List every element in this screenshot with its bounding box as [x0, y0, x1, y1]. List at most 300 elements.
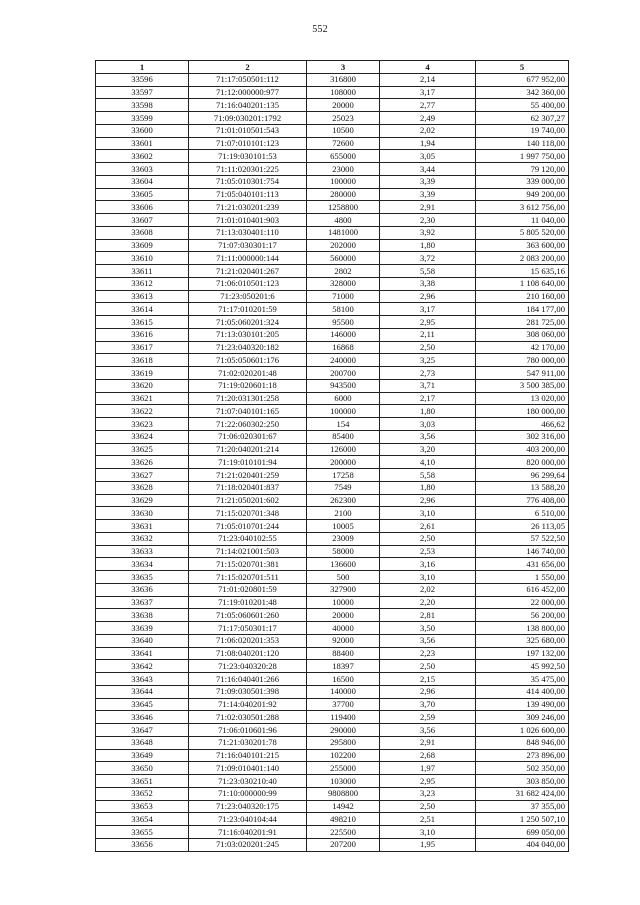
row-number-cell: 33603 — [96, 163, 189, 176]
area-cell: 58100 — [307, 303, 380, 316]
value-cell: 2 083 200,00 — [476, 252, 569, 265]
value-cell: 31 682 424,00 — [476, 787, 569, 800]
area-cell: 7549 — [307, 481, 380, 494]
row-number-cell: 33604 — [96, 175, 189, 188]
row-number-cell: 33655 — [96, 826, 189, 839]
rate-cell: 2,91 — [380, 736, 476, 749]
rate-cell: 2,02 — [380, 583, 476, 596]
rate-cell: 2,50 — [380, 341, 476, 354]
row-number-cell: 33632 — [96, 532, 189, 545]
row-number-cell: 33613 — [96, 290, 189, 303]
cadastral-number-cell: 71:23:040104:44 — [189, 813, 307, 826]
table-row — [96, 137, 569, 150]
cadastral-number-cell: 71:16:040201:91 — [189, 826, 307, 839]
cadastral-number-cell: 71:05:050601:176 — [189, 354, 307, 367]
row-number-cell: 33640 — [96, 634, 189, 647]
table-body — [96, 73, 569, 851]
table-row — [96, 545, 569, 558]
value-cell: 3 500 385,00 — [476, 379, 569, 392]
value-cell: 42 170,00 — [476, 341, 569, 354]
value-cell: 949 200,00 — [476, 188, 569, 201]
value-cell: 37 355,00 — [476, 800, 569, 813]
cadastral-number-cell: 71:02:020201:48 — [189, 367, 307, 380]
table-row — [96, 175, 569, 188]
row-number-cell: 33612 — [96, 277, 189, 290]
area-cell: 14942 — [307, 800, 380, 813]
cadastral-number-cell: 71:13:030401:110 — [189, 226, 307, 239]
area-cell: 200700 — [307, 367, 380, 380]
area-cell: 1481000 — [307, 226, 380, 239]
value-cell: 466,62 — [476, 418, 569, 431]
area-cell: 58000 — [307, 545, 380, 558]
rate-cell: 4,10 — [380, 456, 476, 469]
rate-cell: 2,15 — [380, 673, 476, 686]
rate-cell: 2,23 — [380, 647, 476, 660]
table-row — [96, 239, 569, 252]
cadastral-number-cell: 71:21:050201:602 — [189, 494, 307, 507]
table-row — [96, 316, 569, 329]
row-number-cell: 33597 — [96, 86, 189, 99]
cadastral-number-cell: 71:19:010101:94 — [189, 456, 307, 469]
value-cell: 146 740,00 — [476, 545, 569, 558]
cadastral-number-cell: 71:07:010101:123 — [189, 137, 307, 150]
rate-cell: 2,14 — [380, 73, 476, 86]
table-row — [96, 736, 569, 749]
cadastral-number-cell: 71:16:040101:215 — [189, 749, 307, 762]
rate-cell: 1,97 — [380, 762, 476, 775]
table-row — [96, 685, 569, 698]
table-row — [96, 456, 569, 469]
cadastral-number-cell: 71:06:020201:353 — [189, 634, 307, 647]
area-cell: 23009 — [307, 532, 380, 545]
value-cell: 13 588,20 — [476, 481, 569, 494]
table-row — [96, 150, 569, 163]
rate-cell: 2,95 — [380, 316, 476, 329]
cadastral-number-cell: 71:10:000000:99 — [189, 787, 307, 800]
row-number-cell: 33617 — [96, 341, 189, 354]
row-number-cell: 33628 — [96, 481, 189, 494]
row-number-cell: 33605 — [96, 188, 189, 201]
value-cell: 1 997 750,00 — [476, 150, 569, 163]
cadastral-number-cell: 71:21:020401:267 — [189, 265, 307, 278]
cadastral-number-cell: 71:17:010201:59 — [189, 303, 307, 316]
rate-cell: 2,11 — [380, 328, 476, 341]
table-row — [96, 354, 569, 367]
rate-cell: 3,16 — [380, 558, 476, 571]
value-cell: 13 020,00 — [476, 392, 569, 405]
rate-cell: 2,30 — [380, 214, 476, 227]
rate-cell: 5,58 — [380, 469, 476, 482]
value-cell: 139 490,00 — [476, 698, 569, 711]
row-number-cell: 33626 — [96, 456, 189, 469]
table-row — [96, 711, 569, 724]
value-cell: 56 200,00 — [476, 609, 569, 622]
row-number-cell: 33616 — [96, 328, 189, 341]
value-cell: 616 452,00 — [476, 583, 569, 596]
cadastral-number-cell: 71:12:000000:977 — [189, 86, 307, 99]
area-cell: 6000 — [307, 392, 380, 405]
rate-cell: 3,44 — [380, 163, 476, 176]
rate-cell: 1,80 — [380, 239, 476, 252]
cadastral-number-cell: 71:05:040101:113 — [189, 188, 307, 201]
rate-cell: 3,17 — [380, 86, 476, 99]
area-cell: 4800 — [307, 214, 380, 227]
cadastral-number-cell: 71:21:030201:239 — [189, 201, 307, 214]
rate-cell: 2,51 — [380, 813, 476, 826]
row-number-cell: 33635 — [96, 571, 189, 584]
value-cell: 339 000,00 — [476, 175, 569, 188]
rate-cell: 2,73 — [380, 367, 476, 380]
area-cell: 85400 — [307, 430, 380, 443]
area-cell: 72600 — [307, 137, 380, 150]
cadastral-number-cell: 71:11:000000:144 — [189, 252, 307, 265]
row-number-cell: 33598 — [96, 99, 189, 112]
cadastral-number-cell: 71:06:010601:96 — [189, 724, 307, 737]
cadastral-number-cell: 71:19:010201:48 — [189, 596, 307, 609]
row-number-cell: 33651 — [96, 775, 189, 788]
rate-cell: 3,23 — [380, 787, 476, 800]
table-row — [96, 469, 569, 482]
rate-cell: 3,71 — [380, 379, 476, 392]
value-cell: 414 400,00 — [476, 685, 569, 698]
value-cell: 1 026 600,00 — [476, 724, 569, 737]
cadastral-number-cell: 71:20:040201:214 — [189, 443, 307, 456]
table-row — [96, 494, 569, 507]
table-row — [96, 379, 569, 392]
cadastral-number-cell: 71:02:030501:288 — [189, 711, 307, 724]
table-row — [96, 673, 569, 686]
rate-cell: 3,38 — [380, 277, 476, 290]
area-cell: 102200 — [307, 749, 380, 762]
cadastral-number-cell: 71:01:020801:59 — [189, 583, 307, 596]
table-row — [96, 838, 569, 851]
table-row — [96, 277, 569, 290]
cadastral-number-cell: 71:05:060201:324 — [189, 316, 307, 329]
area-cell: 20000 — [307, 99, 380, 112]
area-cell: 71000 — [307, 290, 380, 303]
area-cell: 655000 — [307, 150, 380, 163]
column-header: 5 — [476, 61, 569, 74]
area-cell: 295800 — [307, 736, 380, 749]
area-cell: 16500 — [307, 673, 380, 686]
value-cell: 45 992,50 — [476, 660, 569, 673]
column-header: 3 — [307, 61, 380, 74]
table-row — [96, 405, 569, 418]
rate-cell: 3,20 — [380, 443, 476, 456]
rate-cell: 3,72 — [380, 252, 476, 265]
rate-cell: 3,25 — [380, 354, 476, 367]
value-cell: 342 360,00 — [476, 86, 569, 99]
cadastral-number-cell: 71:23:040102:55 — [189, 532, 307, 545]
table-row — [96, 73, 569, 86]
area-cell: 2802 — [307, 265, 380, 278]
table-row — [96, 303, 569, 316]
value-cell: 35 475,00 — [476, 673, 569, 686]
row-number-cell: 33654 — [96, 813, 189, 826]
column-header: 2 — [189, 61, 307, 74]
table-row — [96, 99, 569, 112]
area-cell: 200000 — [307, 456, 380, 469]
value-cell: 363 600,00 — [476, 239, 569, 252]
value-cell: 22 000,00 — [476, 596, 569, 609]
value-cell: 138 800,00 — [476, 622, 569, 635]
row-number-cell: 33608 — [96, 226, 189, 239]
cadastral-number-cell: 71:15:020701:511 — [189, 571, 307, 584]
row-number-cell: 33647 — [96, 724, 189, 737]
table-row — [96, 252, 569, 265]
row-number-cell: 33619 — [96, 367, 189, 380]
area-cell: 2100 — [307, 507, 380, 520]
value-cell: 780 000,00 — [476, 354, 569, 367]
cadastral-number-cell: 71:18:020401:837 — [189, 481, 307, 494]
row-number-cell: 33614 — [96, 303, 189, 316]
row-number-cell: 33653 — [96, 800, 189, 813]
value-cell: 79 120,00 — [476, 163, 569, 176]
cadastral-number-cell: 71:14:040201:92 — [189, 698, 307, 711]
area-cell: 17258 — [307, 469, 380, 482]
column-number-row — [96, 61, 569, 74]
table-row — [96, 609, 569, 622]
table-row — [96, 634, 569, 647]
row-number-cell: 33620 — [96, 379, 189, 392]
rate-cell: 1,80 — [380, 481, 476, 494]
row-number-cell: 33638 — [96, 609, 189, 622]
cadastral-number-cell: 71:17:050501:112 — [189, 73, 307, 86]
cadastral-number-cell: 71:21:030201:78 — [189, 736, 307, 749]
value-cell: 26 113,05 — [476, 520, 569, 533]
row-number-cell: 33627 — [96, 469, 189, 482]
rate-cell: 2,61 — [380, 520, 476, 533]
area-cell: 290000 — [307, 724, 380, 737]
table-row — [96, 341, 569, 354]
area-cell: 255000 — [307, 762, 380, 775]
rate-cell: 2,81 — [380, 609, 476, 622]
cadastral-number-cell: 71:19:020601:18 — [189, 379, 307, 392]
area-cell: 1258800 — [307, 201, 380, 214]
table-row — [96, 583, 569, 596]
cadastral-number-cell: 71:09:010401:140 — [189, 762, 307, 775]
row-number-cell: 33641 — [96, 647, 189, 660]
row-number-cell: 33630 — [96, 507, 189, 520]
area-cell: 136600 — [307, 558, 380, 571]
row-number-cell: 33596 — [96, 73, 189, 86]
row-number-cell: 33646 — [96, 711, 189, 724]
value-cell: 3 612 756,00 — [476, 201, 569, 214]
row-number-cell: 33606 — [96, 201, 189, 214]
rate-cell: 1,95 — [380, 838, 476, 851]
table-row — [96, 660, 569, 673]
row-number-cell: 33623 — [96, 418, 189, 431]
rate-cell: 3,39 — [380, 188, 476, 201]
row-number-cell: 33607 — [96, 214, 189, 227]
table-row — [96, 214, 569, 227]
area-cell: 328000 — [307, 277, 380, 290]
row-number-cell: 33600 — [96, 124, 189, 137]
area-cell: 23000 — [307, 163, 380, 176]
rate-cell: 2,68 — [380, 749, 476, 762]
rate-cell: 2,95 — [380, 775, 476, 788]
row-number-cell: 33633 — [96, 545, 189, 558]
table-row — [96, 367, 569, 380]
value-cell: 62 307,27 — [476, 112, 569, 125]
value-cell: 502 350,00 — [476, 762, 569, 775]
cadastral-number-cell: 71:23:040320:175 — [189, 800, 307, 813]
rate-cell: 1,94 — [380, 137, 476, 150]
column-header: 4 — [380, 61, 476, 74]
cadastral-number-cell: 71:22:060302:250 — [189, 418, 307, 431]
rate-cell: 3,92 — [380, 226, 476, 239]
cadastral-number-cell: 71:23:040320:182 — [189, 341, 307, 354]
value-cell: 210 160,00 — [476, 290, 569, 303]
row-number-cell: 33637 — [96, 596, 189, 609]
area-cell: 500 — [307, 571, 380, 584]
area-cell: 140000 — [307, 685, 380, 698]
rate-cell: 2,50 — [380, 800, 476, 813]
table-row — [96, 800, 569, 813]
value-cell: 273 896,00 — [476, 749, 569, 762]
area-cell: 316800 — [307, 73, 380, 86]
row-number-cell: 33615 — [96, 316, 189, 329]
row-number-cell: 33625 — [96, 443, 189, 456]
table-row — [96, 813, 569, 826]
rate-cell: 3,10 — [380, 571, 476, 584]
table-row — [96, 749, 569, 762]
value-cell: 1 550,00 — [476, 571, 569, 584]
area-cell: 88400 — [307, 647, 380, 660]
rate-cell: 2,91 — [380, 201, 476, 214]
table-row — [96, 532, 569, 545]
value-cell: 303 850,00 — [476, 775, 569, 788]
row-number-cell: 33643 — [96, 673, 189, 686]
cadastral-number-cell: 71:01:010401:903 — [189, 214, 307, 227]
row-number-cell: 33634 — [96, 558, 189, 571]
rate-cell: 2,96 — [380, 290, 476, 303]
area-cell: 327900 — [307, 583, 380, 596]
area-cell: 262300 — [307, 494, 380, 507]
rate-cell: 2,49 — [380, 112, 476, 125]
table-row — [96, 86, 569, 99]
rate-cell: 3,03 — [380, 418, 476, 431]
rate-cell: 2,96 — [380, 494, 476, 507]
value-cell: 11 040,00 — [476, 214, 569, 227]
table-row — [96, 201, 569, 214]
row-number-cell: 33618 — [96, 354, 189, 367]
area-cell: 126000 — [307, 443, 380, 456]
column-header: 1 — [96, 61, 189, 74]
value-cell: 699 050,00 — [476, 826, 569, 839]
rate-cell: 1,80 — [380, 405, 476, 418]
value-cell: 5 805 520,00 — [476, 226, 569, 239]
row-number-cell: 33656 — [96, 838, 189, 851]
rate-cell: 3,56 — [380, 724, 476, 737]
table-row — [96, 112, 569, 125]
cadastral-number-cell: 71:15:020701:348 — [189, 507, 307, 520]
area-cell: 100000 — [307, 175, 380, 188]
value-cell: 281 725,00 — [476, 316, 569, 329]
row-number-cell: 33650 — [96, 762, 189, 775]
table-row — [96, 724, 569, 737]
value-cell: 325 680,00 — [476, 634, 569, 647]
area-cell: 560000 — [307, 252, 380, 265]
rate-cell: 2,50 — [380, 660, 476, 673]
row-number-cell: 33622 — [96, 405, 189, 418]
table-row — [96, 787, 569, 800]
cadastral-number-cell: 71:06:010501:123 — [189, 277, 307, 290]
cadastral-number-cell: 71:23:030210:40 — [189, 775, 307, 788]
value-cell: 15 635,16 — [476, 265, 569, 278]
row-number-cell: 33624 — [96, 430, 189, 443]
area-cell: 92000 — [307, 634, 380, 647]
area-cell: 9808800 — [307, 787, 380, 800]
value-cell: 140 118,00 — [476, 137, 569, 150]
cadastral-number-cell: 71:20:031301:258 — [189, 392, 307, 405]
row-number-cell: 33601 — [96, 137, 189, 150]
area-cell: 95500 — [307, 316, 380, 329]
row-number-cell: 33645 — [96, 698, 189, 711]
table-row — [96, 265, 569, 278]
area-cell: 10500 — [307, 124, 380, 137]
row-number-cell: 33652 — [96, 787, 189, 800]
table-row — [96, 622, 569, 635]
table-row — [96, 596, 569, 609]
value-cell: 776 408,00 — [476, 494, 569, 507]
area-cell: 100000 — [307, 405, 380, 418]
area-cell: 280000 — [307, 188, 380, 201]
rate-cell: 2,59 — [380, 711, 476, 724]
value-cell: 547 911,00 — [476, 367, 569, 380]
table-row — [96, 290, 569, 303]
cadastral-number-cell: 71:21:020401:259 — [189, 469, 307, 482]
area-cell: 18397 — [307, 660, 380, 673]
area-cell: 10000 — [307, 596, 380, 609]
row-number-cell: 33621 — [96, 392, 189, 405]
table-row — [96, 328, 569, 341]
value-cell: 184 177,00 — [476, 303, 569, 316]
cadastral-number-cell: 71:01:010501:543 — [189, 124, 307, 137]
table-row — [96, 698, 569, 711]
area-cell: 20000 — [307, 609, 380, 622]
cadastral-number-cell: 71:09:030201:1792 — [189, 112, 307, 125]
cadastral-number-cell: 71:05:010701:244 — [189, 520, 307, 533]
rate-cell: 3,70 — [380, 698, 476, 711]
row-number-cell: 33636 — [96, 583, 189, 596]
row-number-cell: 33639 — [96, 622, 189, 635]
rate-cell: 3,56 — [380, 430, 476, 443]
value-cell: 308 060,00 — [476, 328, 569, 341]
table-row — [96, 647, 569, 660]
cadastral-number-cell: 71:16:040401:266 — [189, 673, 307, 686]
area-cell: 207200 — [307, 838, 380, 851]
rate-cell: 2,02 — [380, 124, 476, 137]
table-row — [96, 163, 569, 176]
rate-cell: 3,39 — [380, 175, 476, 188]
row-number-cell: 33610 — [96, 252, 189, 265]
cadastral-number-cell: 71:08:040201:120 — [189, 647, 307, 660]
rate-cell: 3,50 — [380, 622, 476, 635]
value-cell: 57 522,50 — [476, 532, 569, 545]
table-row — [96, 481, 569, 494]
rate-cell: 3,17 — [380, 303, 476, 316]
rate-cell: 2,50 — [380, 532, 476, 545]
table-row — [96, 188, 569, 201]
row-number-cell: 33599 — [96, 112, 189, 125]
cadastral-number-cell: 71:11:020301:225 — [189, 163, 307, 176]
area-cell: 25023 — [307, 112, 380, 125]
cadastral-number-cell: 71:03:020201:245 — [189, 838, 307, 851]
value-cell: 197 132,00 — [476, 647, 569, 660]
table-row — [96, 507, 569, 520]
row-number-cell: 33609 — [96, 239, 189, 252]
